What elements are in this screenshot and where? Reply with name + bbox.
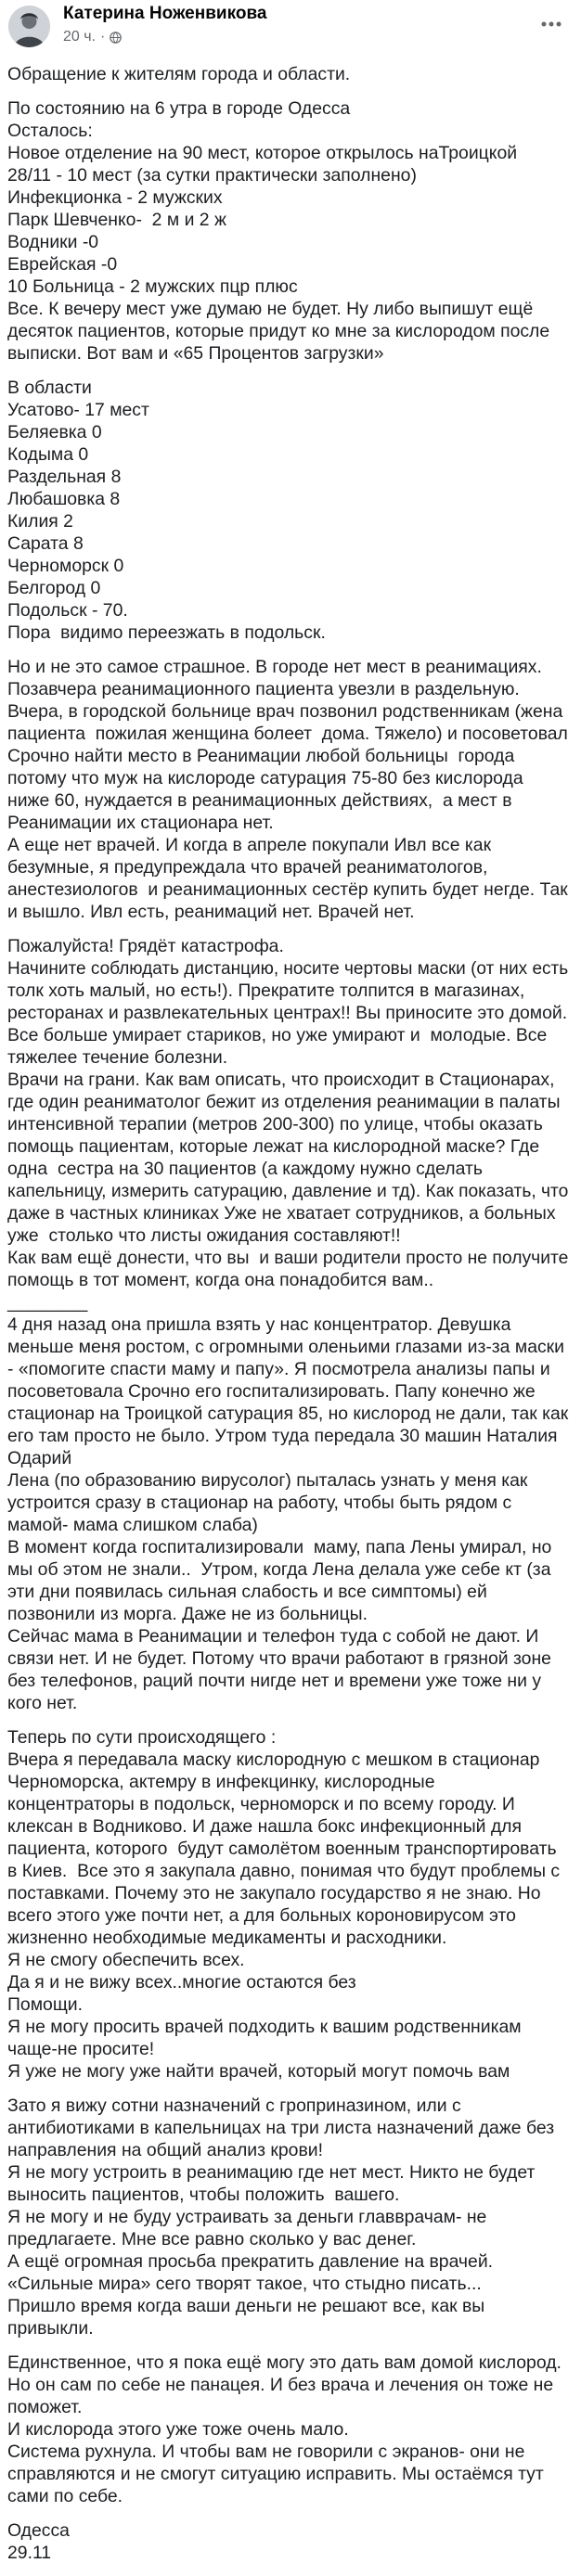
text-line: Теперь по сути происходящего : [7,1727,277,1748]
text-line: тяжелее течение болезни. [7,1047,228,1068]
text-line: Да я и не вижу всех..многие остаются без [7,1972,356,1993]
text-line: Килия 2 [7,511,73,532]
text-line: Система рухнула. И чтобы вам не говорили с экранов- они не [7,2441,525,2462]
text-line: справляются и не смогут ситуацию исправить. Мы остаёмся тут [7,2464,544,2484]
text-line: Я не могу и не буду устраивать за деньги главврачам- не [7,2207,487,2227]
text-line: связи нет. И не будет. Потому что врачи работают в грязной зоне [7,1648,551,1669]
text-line: Черноморска, актемру в инфекцинку, кислородные [7,1772,435,1792]
post-time[interactable]: 20 ч. [63,29,97,45]
text-line: даже в частных клиниках Уже не хватает сотрудников, а больных [7,1203,556,1224]
text-line: Но и не это самое страшное. В городе нет мест в реанимациях. [7,657,542,677]
text-line: - «помогите спасти маму и папу». Я посмотрела анализы папы и [7,1359,550,1379]
text-line: Водники -0 [7,232,99,252]
text-line: привыкли. [7,2318,94,2339]
text-line: 10 Больница - 2 мужских пцр плюс [7,276,298,297]
text-line: Я уже не могу уже найти врачей, который могут помочь вам [7,2061,510,2082]
text-line: Сейчас мама в Реанимации и телефон туда с собой не дают. И [7,1626,539,1647]
post-text [7,63,568,2576]
text-line: посоветовала Срочно его госпитализировать. Папу конечно же [7,1381,536,1402]
more-options-icon[interactable] [533,6,570,43]
text-line: А еще нет врачей. И когда в апреле покупали Ивл все как [7,835,492,855]
text-line: эти дни появилась сильная слабость и все симптомы) ей [7,1582,487,1602]
text-line: Все. К вечеру мест уже думаю не будет. Ну либо выпишут ещё [7,299,534,319]
meta-separator: · [100,29,106,45]
globe-icon [110,32,122,44]
text-line: концентраторы в подольск, черноморск и по всему городу. И [7,1794,515,1814]
text-line: Инфекционка - 2 мужских [7,187,223,208]
text-line: 29.11 [7,2543,52,2563]
post-paragraph [7,97,568,365]
text-line: По состоянию на 6 утра в городе Одесса [7,98,351,119]
text-line: 4 дня назад она пришла взять у нас концентратор. Девушка [7,1314,511,1335]
text-line: Пора видимо переезжать в подольск. [7,622,326,643]
text-line: Я не смогу обеспечить всех. [7,1950,245,1970]
text-line: где один реаниматолог бежит из отделения реанимации в палаты [7,1092,561,1112]
text-line: капельницу, измерить сатурацию, давление и тд). Как показать, что [7,1181,569,1201]
avatar[interactable] [8,6,50,47]
text-line: чаще-не просите! [7,2039,155,2059]
text-line: жизненно необходимые медикаменты и расходники. [7,1928,447,1948]
text-line: интенсивной терапии (метров 200-300) по улице, чтобы оказать [7,1114,543,1134]
text-line: в Киев. Все это я закупала давно, понимая что будут проблемы с [7,1861,561,1881]
text-line: ниже 60, нуждается в реанимационных действиях, а мест в [7,790,512,811]
text-line: ресторанах и развлекательных центрах!! Вы приносите это домой. [7,1003,568,1023]
text-line: Лена (по образованию вирусолог) пыталась узнать у меня как [7,1470,528,1491]
text-line: Помощи. [7,1994,84,2015]
text-line: И кислорода этого уже тоже очень мало. [7,2419,349,2440]
text-line: Вчера, в городской больнице врач позвонил родственникам (жена [7,701,563,722]
text-line: и вышло. Ивл есть, реанимаций нет. Врачей нет. [7,902,415,922]
text-line: мы об этом не знали.. Утром, когда Лена делала уже себе кт (за [7,1559,551,1580]
text-line: Белгород 0 [7,578,101,598]
text-line: Позавчера реанимационного пациента увезли в раздельную. [7,679,520,699]
author-name[interactable]: Катерина Ноженвикова [63,4,267,23]
text-line: без телефонов, раций почти нигде нет и времени уже тоже ни у [7,1671,542,1691]
text-line: толк хоть малый, но есть!). Прекратите толпится в магазинах, [7,980,525,1001]
text-line: Любашовка 8 [7,489,121,509]
text-line: Сарата 8 [7,533,84,554]
text-line: Все больше умирает стариков, но уже умирают и молодые. Все [7,1025,548,1045]
post-paragraph [7,935,568,1714]
text-line: Пожалуйста! Грядёт катастрофа. [7,936,284,956]
text-line: Одесса [7,2520,70,2541]
text-line: А ещё огромная просьба прекратить давление на врачей. [7,2251,494,2272]
text-line: антибиотиками в капельницах на три листа назначений даже без [7,2118,555,2138]
text-line: его там просто не было. Утром туда передала 30 машин Наталия [7,1426,558,1446]
text-line: помощь в тот момент, когда она понадобится вам.. [7,1270,434,1290]
text-line: потому что муж на кислороде сатурация 75-80 без кислорода [7,768,523,788]
post-paragraph [7,2519,568,2564]
text-line: «Сильные мира» сего творят такое, что стыдно писать... [7,2274,482,2294]
text-line: десяток пациентов, которые придут ко мне за кислородом после [7,321,550,341]
text-line: безумные, я предупреждала что врачей реаниматологов, [7,857,488,878]
post-paragraph [7,2095,568,2339]
text-line: Раздельная 8 [7,467,122,487]
text-line: Подольск - 70. [7,600,128,621]
text-line: Начините соблюдать дистанцию, носите чертовы маски (от них есть [7,958,569,979]
text-line: Реанимации их стационара нет. [7,813,274,833]
text-line: направления на общий анализ крови! [7,2140,323,2160]
post-paragraph [7,63,568,85]
text-line: Я не могу устроить в реанимацию где нет мест. Никто не будет [7,2162,536,2183]
text-line: Я не могу просить врачей подходить к вашим родственникам [7,2017,522,2037]
text-line: Как вам ещё донести, что вы и ваши родители просто не получите [7,1248,569,1268]
text-line: 28/11 - 10 мест (за сутки практически заполнено) [7,165,417,186]
text-line: Усатово- 17 мест [7,400,149,420]
text-line: выписки. Вот вам и «65 Процентов загрузки» [7,343,384,364]
text-line: одна сестра на 30 пациентов (а каждому нужно сделать [7,1159,483,1179]
text-line: поставками. Почему это не закупало государство я не знаю. Но [7,1883,541,1903]
text-line: Кодыма 0 [7,444,89,465]
text-line: предлагаете. Мне все равно сколько у вас денег. [7,2229,417,2249]
text-line: меньше меня ростом, с огромными оленьими глазами из-за маски [7,1337,564,1357]
post-paragraph [7,656,568,923]
text-line: Беляевка 0 [7,422,102,442]
text-line: Вчера я передавала маску кислородную с мешком в стационар [7,1749,540,1770]
text-line: пациента, которого будут самолётом военным транспортировать [7,1839,557,1859]
text-line: Пришло время когда ваши деньги не решают все, как вы [7,2296,485,2316]
text-line: уже столько что листы ожидания составляют!! [7,1225,401,1246]
text-line: Парк Шевченко- 2 м и 2 ж [7,210,226,230]
post-paragraph [7,377,568,644]
text-line: Новое отделение на 90 мест, которое открылось наТроицкой [7,143,518,163]
text-line: поможет. [7,2397,83,2417]
post-header [0,0,581,58]
text-line: пациента пожилая женщина болеет дома. Тяжело) и посоветовал [7,724,568,744]
text-line: Еврейская -0 [7,254,118,275]
text-line: ________ [7,1292,88,1313]
text-line: Зато я вижу сотни назначений с гроприназином, или с [7,2095,461,2116]
text-line: анестезиологов и реанимационных сестёр купить будет негде. Так [7,879,568,900]
text-line: выносить пациентов, чтобы положить вашего. [7,2185,400,2205]
text-line: клексан в Водниково. И даже нашла бокс инфекционный для [7,1816,522,1837]
text-line: мамой- мама слишком слаба) [7,1515,258,1535]
post-paragraph [7,2352,568,2507]
text-line: кого нет. [7,1693,78,1713]
text-line: В области [7,378,92,398]
text-line: Единственное, что я пока ещё могу это дать вам домой кислород. [7,2352,562,2373]
text-line: Черноморск 0 [7,556,124,576]
text-line: помощь пациентам, которые лежат на кислородной маске? Где [7,1136,540,1157]
text-line: сами по себе. [7,2486,123,2506]
avatar-photo [8,6,50,47]
post-paragraph [7,1726,568,2083]
post-meta [63,29,122,45]
text-line: устроится сразу в стационар на работу, чтобы быть рядом с [7,1493,512,1513]
text-line: Обращение к жителям города и области. [7,64,351,84]
text-line: стационар на Троицкой сатурация 85, но кислород не дали, так как [7,1403,569,1424]
text-line: Но он сам по себе не панацея. И без врача и лечения он тоже не [7,2375,554,2395]
text-line: В момент когда госпитализировали маму, папа Лены умирал, но [7,1537,552,1557]
text-line: Срочно найти место в Реанимации любой больницы города [7,746,515,766]
text-line: позвонили из морга. Даже не из больницы. [7,1604,368,1624]
text-line: Одарий [7,1448,72,1468]
text-line: Врачи на грани. Как вам описать, что происходит в Стационарах, [7,1070,555,1090]
text-line: всего этого уже почти нет, а для больных короновирусом это [7,1905,516,1926]
text-line: Осталось: [7,121,93,141]
